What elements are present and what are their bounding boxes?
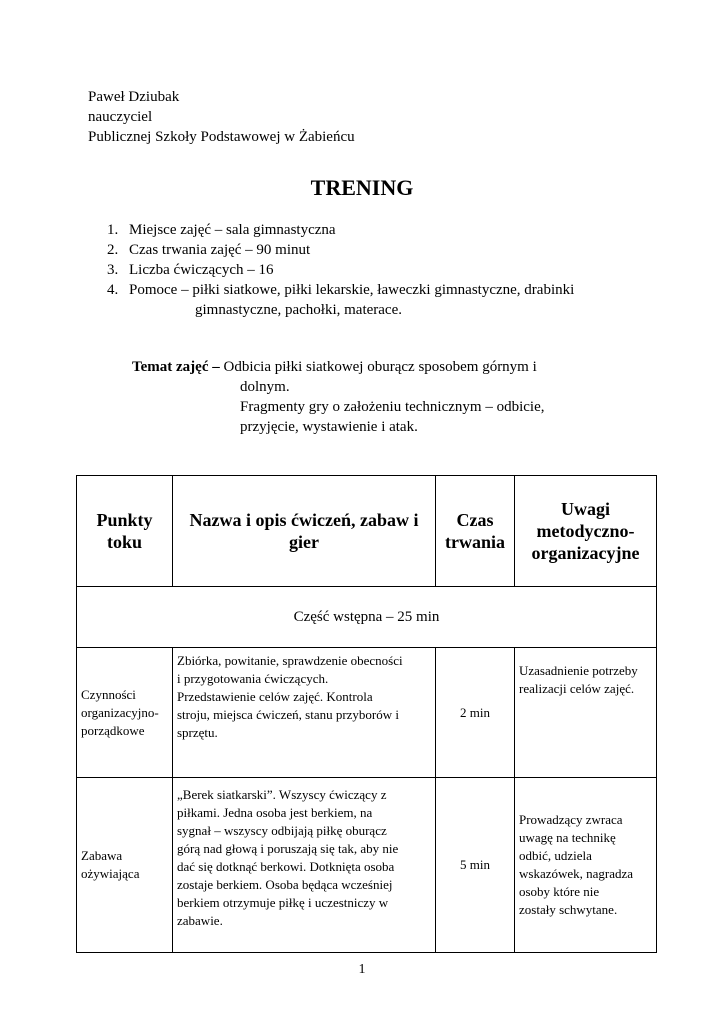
lesson-topic (132, 357, 544, 437)
topic-line: Fragmenty gry o założeniu technicznym – odbicie, (240, 399, 545, 415)
document-title: TRENING (310, 175, 414, 200)
topic-line: Odbicia piłki siatkowej oburącz sposobem górnym i (223, 359, 537, 375)
row-description: „Berek siatkarski”. Wszyscy ćwiczący z piłkami. Jedna osoba jest berkiem, na sygnał – wszyscy odbijają piłkę oburącz górą nad głową i poruszają się tak, aby nie dać się dotknąć berkowi. Dotknięta osoba zostaje berkiem. Osoba będąca wcześniej berkiem otrzymuje piłkę i uczestniczy w zabawie. (173, 778, 436, 953)
row-notes: Uzasadnienie potrzeby realizacji celów zajęć. (515, 648, 657, 778)
row-duration: 2 min (436, 648, 515, 778)
row-point: Zabawa ożywiająca (77, 778, 173, 953)
topic-line: dolnym. (240, 379, 290, 395)
table-row (77, 778, 657, 953)
page-number: 1 (358, 962, 366, 977)
info-item: 4. Pomoce – piłki siatkowe, piłki lekarskie, ławeczki gimnastyczne, drabinki (107, 282, 575, 298)
info-item-continuation: gimnastyczne, pachołki, materace. (195, 302, 402, 318)
info-item: 1. Miejsce zajęć – sala gimnastyczna (107, 222, 336, 238)
info-item: 2. Czas trwania zajęć – 90 minut (107, 242, 311, 258)
table-row (77, 648, 657, 778)
row-notes: Prowadzący zwraca uwagę na technikę odbić, udziela wskazówek, nagradza osoby które nie zostały schwytane. (515, 778, 657, 953)
lesson-plan-table (76, 475, 657, 953)
author-school: Publicznej Szkoły Podstawowej w Żabieńcu (88, 129, 355, 145)
author-block (88, 87, 355, 147)
row-point: Czynności organizacyjno- porządkowe (77, 648, 173, 778)
header-notes: Uwagi metodyczno- organizacyjne (515, 476, 657, 587)
header-duration: Czas trwania (436, 476, 515, 587)
section-row (77, 587, 657, 648)
table-header-row (77, 476, 657, 587)
header-points: Punkty toku (77, 476, 173, 587)
author-name: Paweł Dziubak (88, 89, 180, 105)
section-title: Część wstępna – 25 min (77, 587, 657, 648)
topic-label: Temat zajęć – (132, 359, 220, 375)
topic-line: przyjęcie, wystawienie i atak. (240, 419, 418, 435)
author-role: nauczyciel (88, 109, 153, 125)
header-description: Nazwa i opis ćwiczeń, zabaw i gier (173, 476, 436, 587)
info-item: 3. Liczba ćwiczących – 16 (107, 262, 274, 278)
info-list (107, 220, 574, 320)
row-duration: 5 min (436, 778, 515, 953)
row-description: Zbiórka, powitanie, sprawdzenie obecności i przygotowania ćwiczących. Przedstawienie celów zajęć. Kontrola stroju, miejsca ćwiczeń, stanu przyborów i sprzętu. (173, 648, 436, 778)
